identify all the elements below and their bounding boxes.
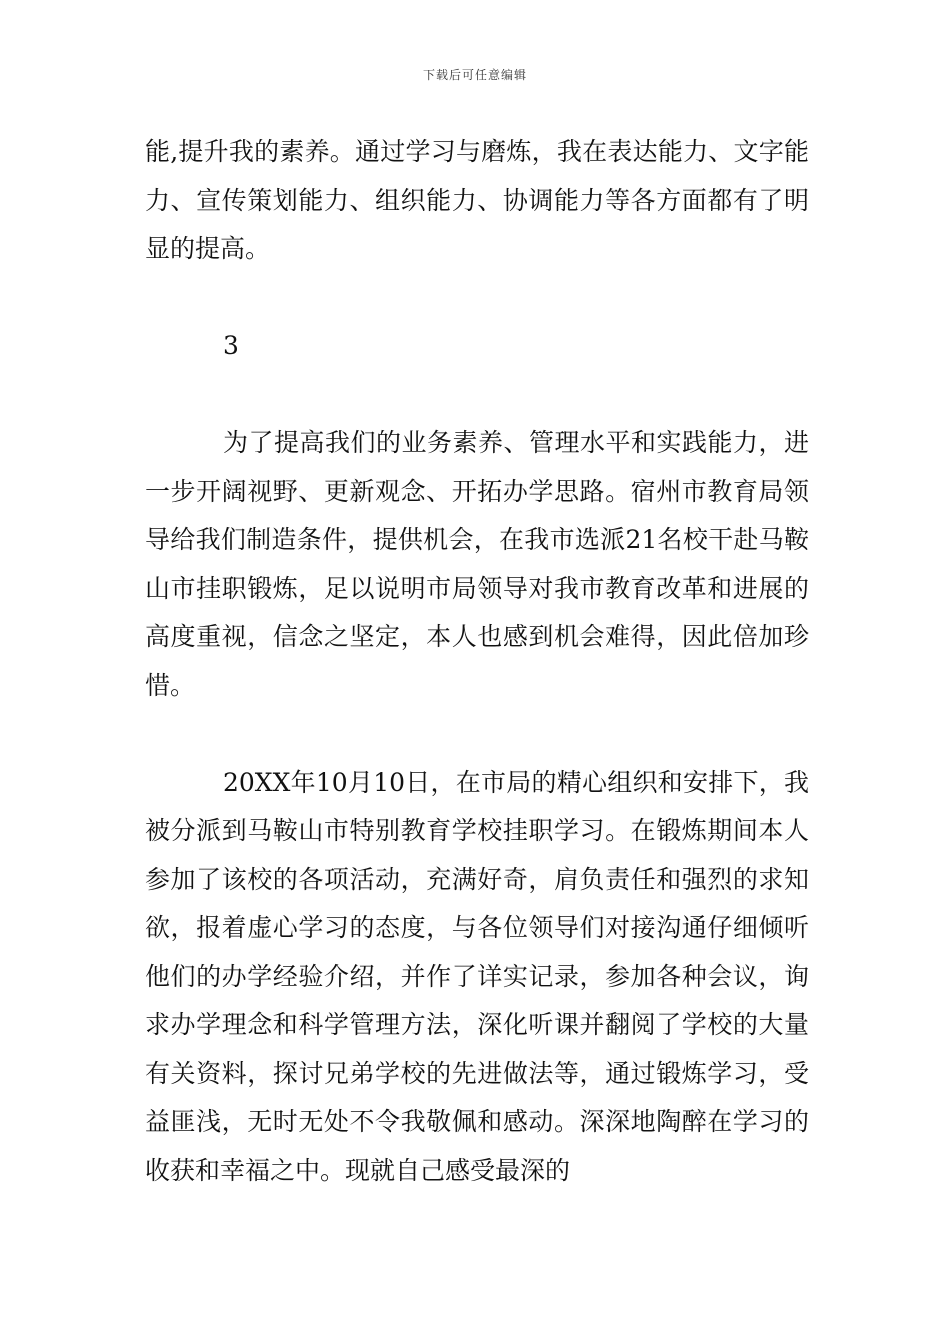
section-number: 3 <box>223 331 239 360</box>
paragraph-2: 为了提高我们的业务素养、管理水平和实践能力，进一步开阔视野、更新观念、开拓办学思路。宿州市教育局领导给我们制造条件，提供机会，在我市选派21名校干赴马鞍山市挂职锻炼，足以说明市局领导对我市教育改革和进展的高度重视，信念之坚定，本人也感到机会难得，因此倍加珍惜。 <box>145 428 809 700</box>
paragraph-1: 能,提升我的素养。通过学习与磨炼，我在表达能力、文字能力、宣传策划能力、组织能力、协调能力等各方面都有了明显的提高。 <box>145 137 809 263</box>
document-body <box>145 128 809 1195</box>
paragraph-3: 20XX年10月10日，在市局的精心组织和安排下，我被分派到马鞍山市特别教育学校挂职学习。在锻炼期间本人参加了该校的各项活动，充满好奇，肩负责任和强烈的求知欲，报着虚心学习的态度，与各位领导们对接沟通仔细倾听他们的办学经验介绍，并作了详实记录，参加各种会议，询求办学理念和科学管理方法，深化听课并翻阅了学校的大量有关资料，探讨兄弟学校的先进做法等，通过锻炼学习，受益匪浅，无时无处不令我敬佩和感动。深深地陶醉在学习的收获和幸福之中。现就自己感受最深的 <box>145 767 809 1185</box>
page-header-note: 下载后可任意编辑 <box>422 68 527 82</box>
paragraph-spacer <box>145 710 809 759</box>
paragraph-spacer <box>145 274 809 323</box>
paragraph-spacer <box>145 371 809 420</box>
